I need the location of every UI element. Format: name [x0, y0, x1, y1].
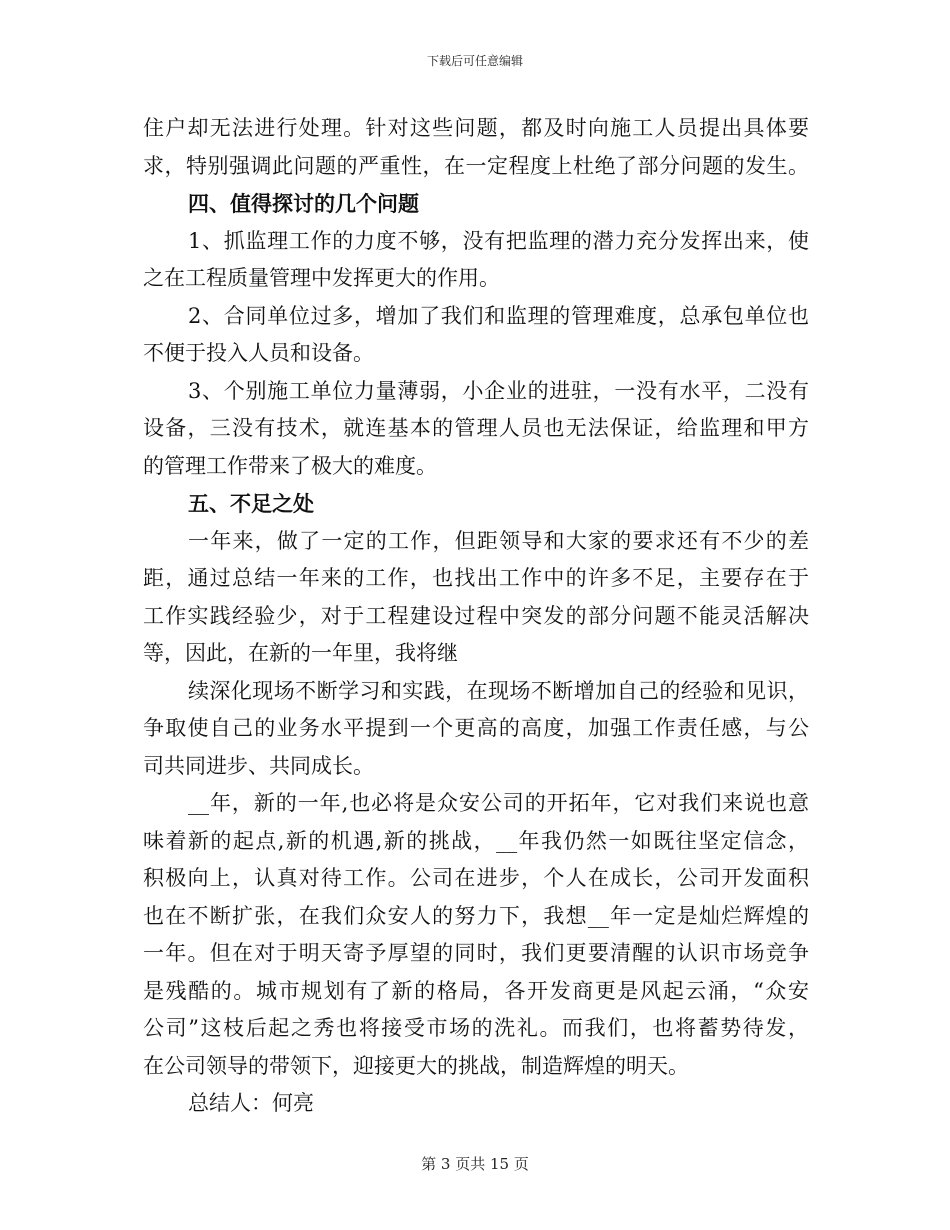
text-line: 3、个别施工单位力量薄弱，小企业的进驻，一没有水平，二没有	[188, 378, 809, 403]
text-line: 一年。但在对于明天寄予厚望的同时，我们更要清醒的认识市场竞争	[143, 941, 809, 965]
text-line: 距，通过总结一年来的工作，也找出工作中的许多不足，主要存在于	[143, 566, 809, 590]
section-heading: 五、不足之处	[188, 491, 314, 516]
text-line: 等，因此，在新的一年里，我将继	[143, 641, 458, 665]
text-line: 一年来，做了一定的工作，但距领导和大家的要求还有不少的差	[188, 528, 809, 553]
page-header: 下载后可任意编辑	[426, 54, 523, 68]
signature-line: 总结人：何亮	[188, 1091, 314, 1115]
text-line: 争取使自己的业务水平提到一个更高的高度，加强工作责任感，与公	[143, 716, 809, 740]
text-line: 是残酷的。城市规划有了新的格局，各开发商更是风起云涌，“众安	[143, 978, 809, 1003]
text-line: 1、抓监理工作的力度不够，没有把监理的潜力充分发挥出来，使	[188, 228, 809, 253]
text-line: 的管理工作带来了极大的难度。	[143, 453, 437, 478]
text-line: 也在不断扩张，在我们众安人的努力下，我想__年一定是灿烂辉煌的	[143, 903, 809, 928]
text-line: 工作实践经验少，对于工程建设过程中突发的部分问题不能灵活解决	[143, 603, 809, 628]
text-line: 之在工程质量管理中发挥更大的作用。	[143, 266, 500, 290]
text-line: 积极向上，认真对待工作。公司在进步，个人在成长，公司开发面积	[143, 866, 809, 890]
text-line: 不便于投入人员和设备。	[143, 341, 374, 365]
text-line: 住户却无法进行处理。针对这些问题，都及时向施工人员提出具体要	[143, 116, 809, 140]
document-body	[143, 110, 809, 1123]
text-line: 续深化现场不断学习和实践，在现场不断增加自己的经验和见识，	[188, 678, 809, 703]
text-line: __年，新的一年,也必将是众安公司的开拓年，它对我们来说也意	[188, 791, 809, 815]
section-heading: 四、值得探讨的几个问题	[188, 191, 419, 216]
text-line: 2、合同单位过多，增加了我们和监理的管理难度，总承包单位也	[188, 303, 809, 328]
text-line: 在公司领导的带领下，迎接更大的挑战，制造辉煌的明天。	[143, 1053, 689, 1078]
text-line: 求，特别强调此问题的严重性，在一定程度上杜绝了部分问题的发生。	[143, 153, 809, 178]
text-line: 公司”这枝后起之秀也将接受市场的洗礼。而我们，也将蓄势待发，	[143, 1016, 809, 1040]
text-line: 设备，三没有技术，就连基本的管理人员也无法保证，给监理和甲方	[143, 416, 809, 440]
text-line: 司共同进步、共同成长。	[143, 753, 374, 778]
text-line: 味着新的起点,新的机遇,新的挑战，__年我仍然一如既往坚定信念，	[143, 828, 809, 853]
page-footer: 第 3 页共 15 页	[421, 1155, 529, 1173]
